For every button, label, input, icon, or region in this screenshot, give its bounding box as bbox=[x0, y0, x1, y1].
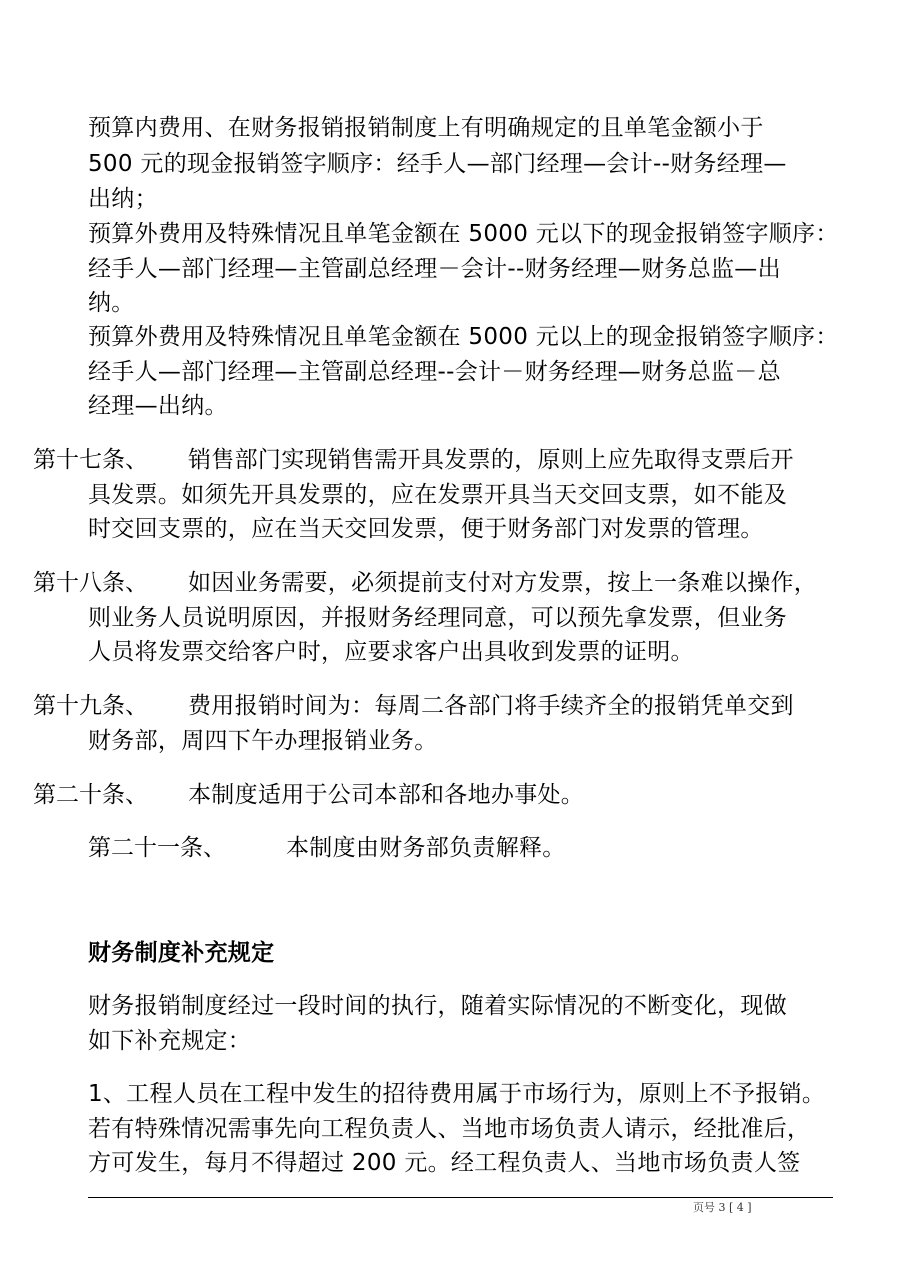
article-number: 第二十一条、 bbox=[88, 835, 226, 861]
sign-order-line: 经手人—部门经理—主管副总经理--会计－财务经理—财务总监－总 bbox=[88, 359, 781, 385]
sign-order-line: 经手人—部门经理—主管副总经理－会计--财务经理—财务总监—出 bbox=[88, 256, 781, 282]
sign-order-line: 预算外费用及特殊情况且单笔金额在 5000 元以下的现金报销签字顺序： bbox=[88, 221, 839, 247]
supplement-item-line: 若有特殊情况需事先向工程负责人、当地市场负责人请示，经批准后， bbox=[88, 1116, 811, 1142]
article-line: 费用报销时间为：每周二各部门将手续齐全的报销凭单交到 bbox=[188, 693, 794, 719]
page-number: 页号 3 [ 4 ] bbox=[693, 1201, 752, 1214]
article-number: 第十九条、 bbox=[33, 693, 148, 719]
article-line: 则业务人员说明原因，并报财务经理同意，可以预先拿发票，但业务 bbox=[88, 605, 787, 631]
article-line: 人员将发票交给客户时，应要求客户出具收到发票的证明。 bbox=[88, 639, 694, 665]
supplement-item-line: 方可发生，每月不得超过 200 元。经工程负责人、当地市场负责人签 bbox=[88, 1150, 801, 1176]
sign-order-line: 经理—出纳。 bbox=[88, 393, 228, 419]
article-number: 第十八条、 bbox=[33, 570, 148, 596]
article-line: 财务部，周四下午办理报销业务。 bbox=[88, 728, 438, 754]
article-line: 本制度由财务部负责解释。 bbox=[286, 835, 566, 861]
supplement-heading: 财务制度补充规定 bbox=[88, 940, 275, 966]
sign-order-line: 出纳； bbox=[88, 186, 158, 212]
article-line: 销售部门实现销售需开具发票的，原则上应先取得支票后开 bbox=[188, 447, 794, 473]
sign-order-line: 预算内费用、在财务报销报销制度上有明确规定的且单笔金额小于 bbox=[88, 115, 764, 141]
article-number: 第二十条、 bbox=[33, 782, 148, 808]
article-line: 本制度适用于公司本部和各地办事处。 bbox=[188, 782, 585, 808]
article-line: 具发票。如须先开具发票的，应在发票开具当天交回支票，如不能及 bbox=[88, 482, 787, 508]
sign-order-line: 500 元的现金报销签字顺序：经手人—部门经理—会计--财务经理— bbox=[88, 151, 787, 177]
article-line: 时交回支票的，应在当天交回发票，便于财务部门对发票的管理。 bbox=[88, 516, 764, 542]
sign-order-line: 预算外费用及特殊情况且单笔金额在 5000 元以上的现金报销签字顺序： bbox=[88, 324, 839, 350]
article-number: 第十七条、 bbox=[33, 447, 148, 473]
article-line: 如因业务需要，必须提前支付对方发票，按上一条难以操作， bbox=[188, 570, 818, 596]
footer-divider bbox=[88, 1197, 833, 1198]
supplement-intro-line: 财务报销制度经过一段时间的执行，随着实际情况的不断变化，现做 bbox=[88, 993, 787, 1019]
sign-order-line: 纳。 bbox=[88, 290, 135, 316]
supplement-item-line: 1、工程人员在工程中发生的招待费用属于市场行为，原则上不予报销。 bbox=[88, 1081, 826, 1107]
supplement-intro-line: 如下补充规定： bbox=[88, 1028, 252, 1054]
